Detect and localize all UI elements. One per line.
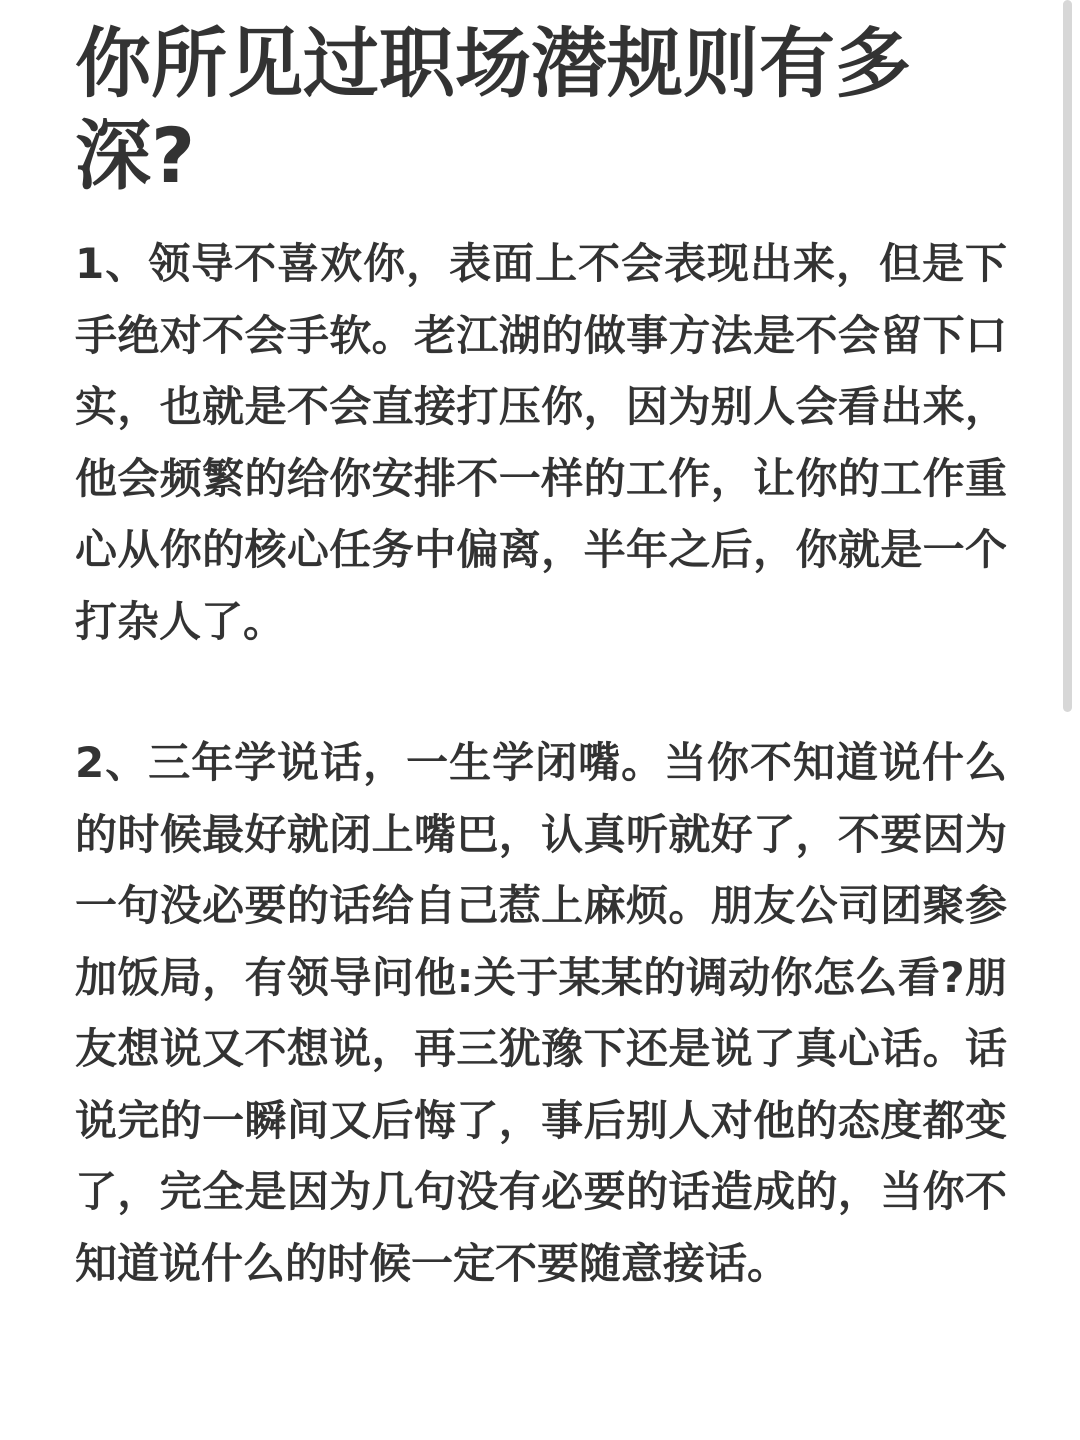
page-title: 你所见过职场潜规则有多深? (75, 19, 911, 200)
paragraph-1: 1、领导不喜欢你，表面上不会表现出来，但是下手绝对不会手软。老江湖的做事方法是不会留下口实，也就是不会直接打压你，因为别人会看出来，他会频繁的给你安排不一样的工作，让你的工作重心从你的核心任务中偏离，半年之后，你就是一个打杂人了。 (75, 239, 1007, 646)
paragraph-2: 2、三年学说话，一生学闭嘴。当你不知道说什么的时候最好就闭上嘴巴，认真听就好了，不要因为一句没必要的话给自己惹上麻烦。朋友公司团聚参加饭局，有领导问他:关于某某的调动你怎么看?朋友想说又不想说，再三犹豫下还是说了真心话。话说完的一瞬间又后悔了，事后别人对他的态度都变了，完全是因为几句没有必要的话造成的，当你不知道说什么的时候一定不要随意接话。 (75, 738, 1007, 1288)
scrollbar-thumb[interactable] (1063, 0, 1072, 712)
article-content (75, 18, 1007, 1299)
